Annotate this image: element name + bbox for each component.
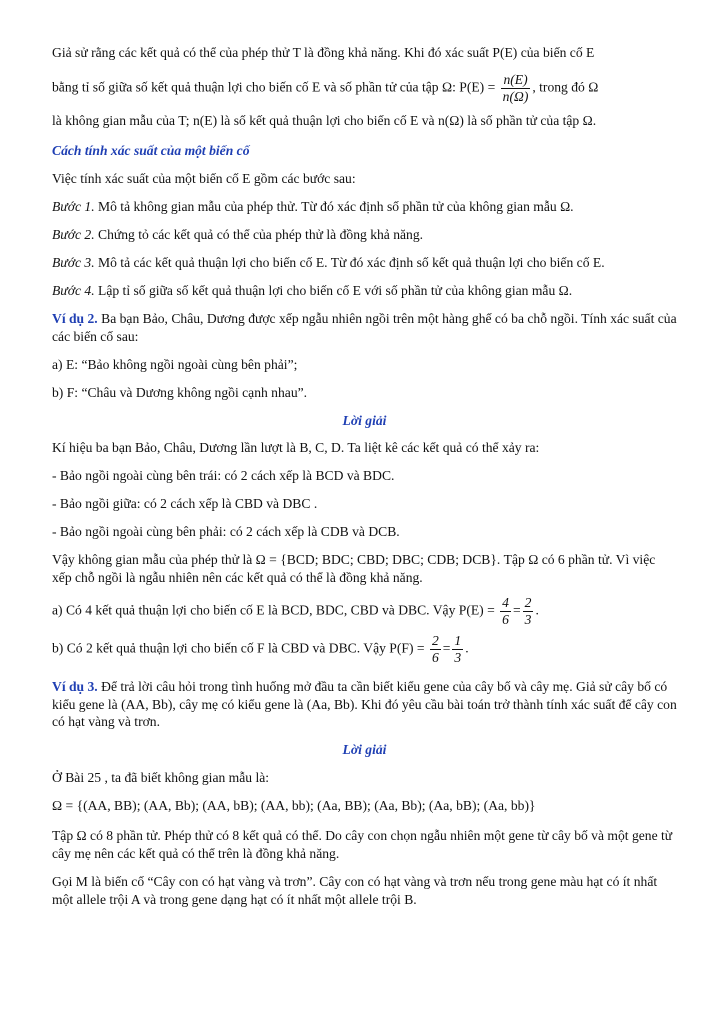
example-2-part-b: b) F: “Châu và Dương không ngồi cạnh nhau”. (52, 384, 308, 400)
numerator: 2 (431, 633, 439, 649)
solution-line: Gọi M là biến cố “Cây con có hạt vàng và trơn”. Cây con có hạt vàng và trơn nếu trong gene màu hạt có ít nhất một allele trội A và trong gene dạng hạt có ít nhất một allele trội B. (52, 874, 658, 907)
fraction (523, 595, 534, 627)
part-b-text: b) Có 2 kết quả thuận lợi cho biến cố F là CBD và DBC. Vậy P(F) = (52, 640, 425, 656)
solution-part-a: a) Có 4 kết quả thuận lợi cho biến cố E là BCD, BDC, CBD và DBC. Vậy P(E) = $\frac{4}{6}$ = $\frac{2}{3}$ . (52, 595, 539, 627)
solution-title: Lời giải (342, 412, 387, 428)
method-heading: Cách tính xác suất của một biến cố (52, 143, 250, 159)
example-text: Để trả lời câu hỏi trong tình huống mở đầu ta cần biết kiểu gene của cây bố và cây mẹ. Giả sử cây bố có kiểu gene là (AA, Bb), cây mẹ có kiểu gene là (Aa, Bb). Khi đó yêu cầu bài toán trở thành tính xác suất để cây con có hạt vàng và trơn. (52, 678, 677, 730)
denominator: 3 (524, 611, 532, 627)
step-label: Bước 1. (52, 199, 95, 214)
step-label: Bước 2. (52, 226, 95, 242)
example-2-part-a: a) E: “Bảo không ngồi ngoài cùng bên phải”; (52, 356, 298, 372)
sample-space-omega: Ω = {(AA, BB); (AA, Bb); (AA, bB); (AA, bb); (Aa, BB); (Aa, Bb); (Aa, bB); (Aa, bb)} (52, 798, 536, 814)
intro-line-2-text: bằng tỉ số giữa số kết quả thuận lợi cho biến cố E và số phần tử của tập Ω: P(E) = (52, 79, 496, 95)
step-text: Mô tả các kết quả thuận lợi cho biến cố E. Từ đó xác định số kết quả thuận lợi cho biến cố E. (98, 254, 605, 270)
numerator: 4 (502, 595, 509, 611)
solution-line: - Bảo ngồi ngoài cùng bên trái: có 2 cách xếp là BCD và BDC. (52, 468, 395, 484)
method-step-1 (52, 198, 677, 216)
step-label: Bước 3. (52, 254, 95, 270)
solution-line: - Bảo ngồi giữa: có 2 cách xếp là CBD và DBC . (52, 496, 318, 512)
method-intro: Việc tính xác suất của một biến cố E gồm các bước sau: (52, 171, 356, 187)
denominator: 6 (502, 611, 509, 627)
solution-line: Kí hiệu ba bạn Bảo, Châu, Dương lần lượt là B, C, D. Ta liệt kê các kết quả có thể xảy ra: (52, 440, 540, 456)
solution-title: Lời giải (342, 742, 387, 758)
example-2 (52, 310, 677, 346)
method-step-2 (52, 226, 677, 244)
part-a-text: a) Có 4 kết quả thuận lợi cho biến cố E là BCD, BDC, CBD và DBC. Vậy P(E) = (52, 602, 495, 618)
example-label: Ví dụ 2. (52, 310, 98, 326)
formula-denominator: n(Ω) (502, 88, 529, 104)
step-text: Mô tả không gian mẫu của phép thử. Từ đó xác định số phần tử của không gian mẫu Ω. (98, 199, 574, 214)
fraction (430, 633, 441, 665)
intro-line-3: là không gian mẫu của T; n(E) là số kết quả thuận lợi cho biến cố E và n(Ω) là số phần tử của tập Ω. (52, 113, 597, 129)
example-text: Ba bạn Bảo, Châu, Dương được xếp ngẫu nhiên ngồi trên một hàng ghế có ba chỗ ngồi. Tính xác suất của các biến cố sau: (52, 310, 677, 344)
document-page (52, 44, 677, 909)
denominator: 6 (431, 649, 439, 665)
solution-line: Tập Ω có 8 phần tử. Phép thử có 8 kết quả có thể. Do cây con chọn ngẫu nhiên một gene từ cây bố và một gene từ cây mẹ nên các kết quả có thể trên là đồng khả năng. (52, 828, 673, 862)
example-3 (52, 678, 677, 732)
numerator: 2 (524, 595, 532, 611)
fraction (452, 633, 463, 665)
solution-line: Ở Bài 25 , ta đã biết không gian mẫu là: (52, 770, 270, 786)
formula-numerator: n(E) (501, 72, 531, 89)
denominator: 3 (454, 649, 462, 665)
intro-line-2-tail: , trong đó Ω (532, 79, 599, 95)
intro-line-2 (52, 72, 677, 104)
step-text: Lập tỉ số giữa số kết quả thuận lợi cho biến cố E với số phần tử của không gian mẫu Ω. (98, 282, 573, 298)
intro-line-1: Giả sử rằng các kết quả có thể của phép thử T là đồng khả năng. Khi đó xác suất P(E) của biến cố E (52, 45, 595, 60)
numerator: 1 (454, 633, 462, 649)
solution-part-b: b) Có 2 kết quả thuận lợi cho biến cố F là CBD và DBC. Vậy P(F) = $\frac{2}{6}$ = $\frac{1}{3}$ . (52, 633, 469, 665)
step-label: Bước 4. (52, 282, 95, 298)
step-text: Chứng tỏ các kết quả có thể của phép thử là đồng khả năng. (98, 226, 424, 242)
example-label: Ví dụ 3. (52, 678, 98, 694)
method-step-3 (52, 254, 677, 272)
fraction (500, 595, 511, 627)
solution-line: - Bảo ngồi ngoài cùng bên phải: có 2 cách xếp là CDB và DCB. (52, 524, 400, 540)
solution-sample-space: Vậy không gian mẫu của phép thử là Ω = {BCD; BDC; CBD; DBC; CDB; DCB}. Tập Ω có 6 phần tử. Vì việc xếp chỗ ngồi là ngẫu nhiên nên các kết quả có thể là đồng khả năng. (52, 552, 656, 586)
method-step-4 (52, 282, 677, 300)
probability-formula-fraction (501, 72, 531, 104)
